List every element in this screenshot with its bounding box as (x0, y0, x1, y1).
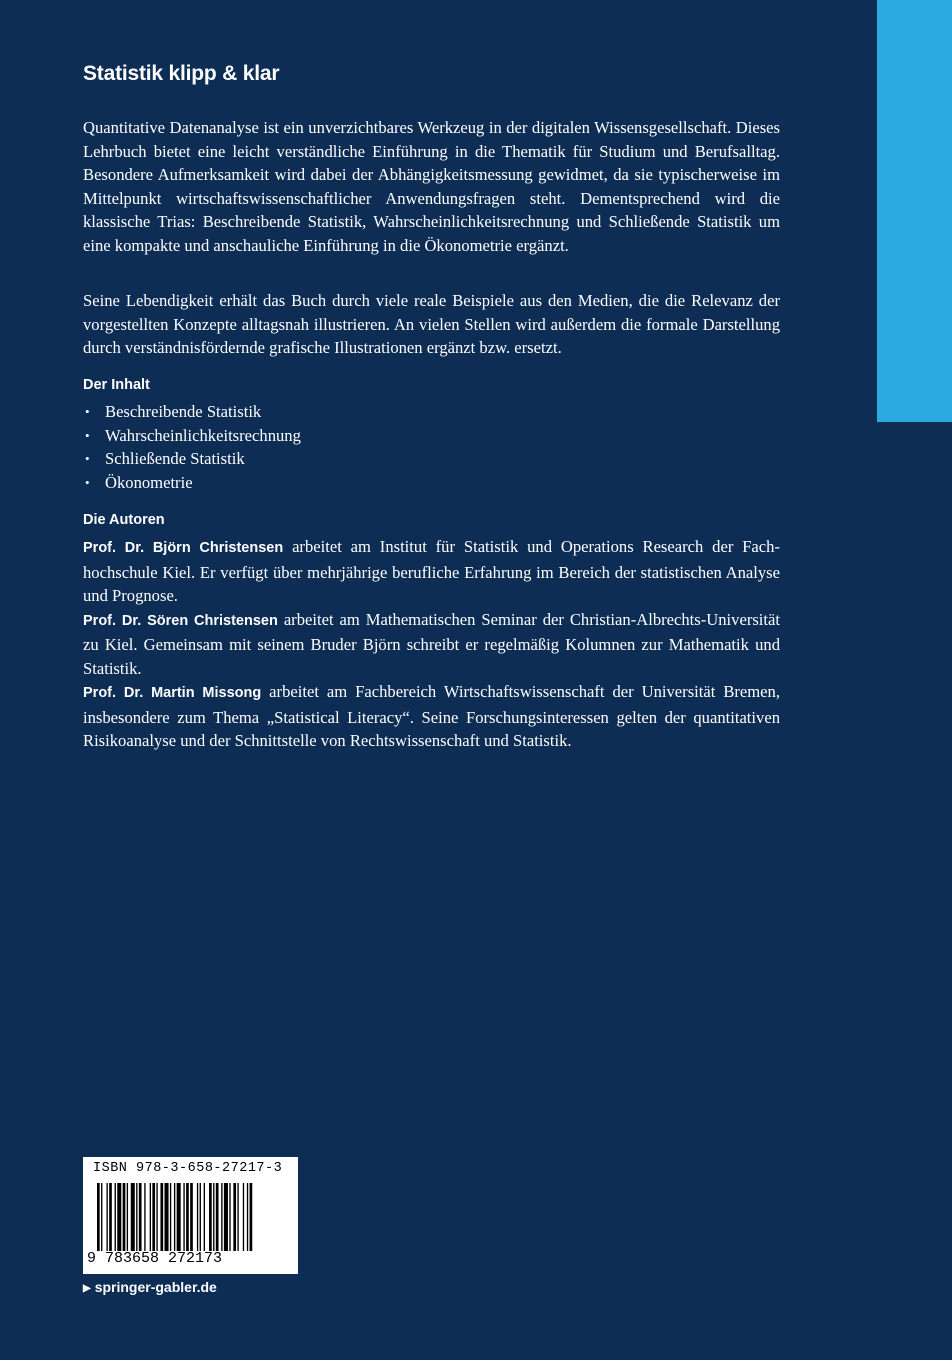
second-paragraph: Seine Lebendigkeit erhält das Buch durch viele reale Beispiele aus den Medien, die die Relevanz der vorgestellten Konzepte alltagsnah illustrieren. An vielen Stellen wird außerdem die formale Darstellung durch verständnisfördernde grafische Illustrationen ergänzt bzw. ersetzt. (83, 291, 780, 357)
list-item: • Ökonometrie (83, 471, 301, 495)
arrow-right-icon: ▶ (83, 1283, 91, 1294)
intro-paragraph: Quantitative Datenanalyse ist ein unverzichtbares Werkzeug in der digitalen Wissensgesellschaft. Dieses Lehrbuch bietet eine leicht verständliche Einführung in die Thematik für Studium und Berufsalltag. Besondere Aufmerksamkeit wird dabei der Abhängigkeitsmessung gewidmet, da sie typischerweise im Mittelpunkt wirtschaftswissenschaftlicher Anwendungsfragen steht. Dementsprechend wird die klassische Trias: Beschreibende Statistik, Wahrscheinlichkeitsrechnung und Schließende Statistik um eine kompakte und anschauliche Einführung in die Ökonometrie ergänzt. (83, 118, 780, 255)
contents-heading: Der Inhalt (83, 377, 150, 393)
book-title: Statistik klipp & klar (83, 62, 280, 85)
publisher-url: springer-gabler.de (94, 1279, 217, 1295)
author-bio: arbeitet am Mathematischen Seminar der Christian-Albrechts-Universität zu Kiel. Gemeinsam mit seinem Bruder Björn schreibt er regelmäßig Kolumnen zur Mathematik und Statistik. (83, 609, 781, 678)
authors-heading: Die Autoren (83, 512, 165, 528)
author-name: Prof. Dr. Björn Christensen (83, 540, 284, 556)
barcode-bars-icon (97, 1183, 285, 1251)
author-name: Prof. Dr. Martin Missong (83, 685, 262, 701)
list-item: • Beschreibende Statistik (83, 400, 301, 424)
publisher-link[interactable] (83, 1279, 217, 1295)
authors-section (83, 535, 780, 753)
isbn-number: ISBN 978-3-658-27217-3 (93, 1161, 283, 1176)
contents-list (83, 400, 301, 494)
author-name: Prof. Dr. Sören Christensen (83, 612, 278, 629)
isbn-barcode (83, 1157, 298, 1274)
author-entry (83, 535, 780, 608)
author-bio: arbeitet am Institut für Statistik und Operations Research der Fachhochschule Kiel. Er verfügt über mehrjährige berufliche Erfahrung im Bereich der statistischen Analyse und Prognose. (83, 537, 780, 605)
author-bio: arbeitet am Fachbereich Wirtschaftswissenschaft der Universität Bremen, insbesondere zum Thema „Statistical Literacy“. Seine Forschungsinteressen gelten der quantitativen Risikoanalyse und der Schnittstelle von Rechtswissenschaft und Statistik. (83, 682, 780, 750)
cyan-accent-strip (877, 0, 952, 422)
list-item: • Schließende Statistik (83, 447, 301, 471)
barcode-digits: 9 783658 272173 (87, 1250, 223, 1267)
author-entry (83, 680, 780, 753)
author-entry (83, 608, 780, 681)
list-item: • Wahrscheinlichkeitsrechnung (83, 424, 301, 448)
